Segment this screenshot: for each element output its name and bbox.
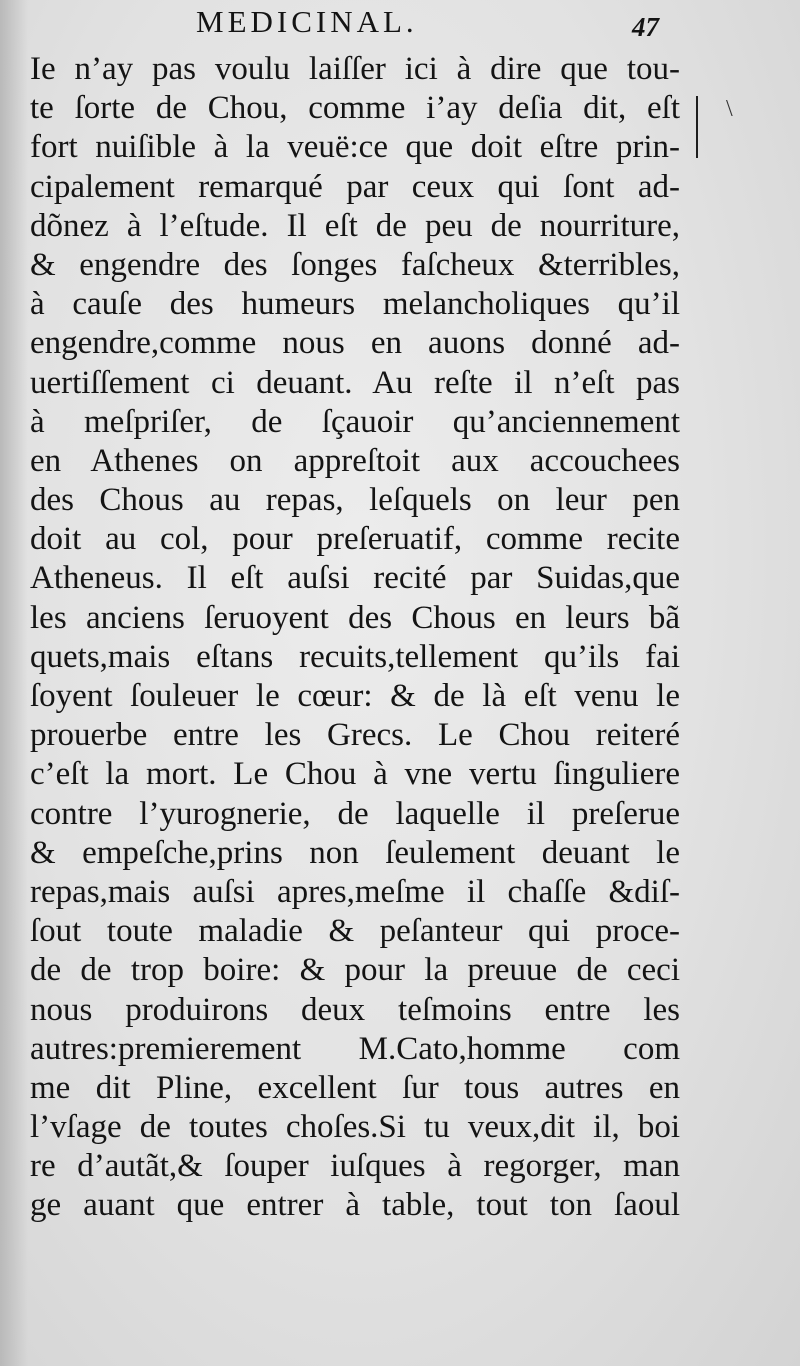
text-line: de de trop boire: & pour la preuue de ceci xyxy=(30,952,680,989)
text-line: cipalement remarqué par ceux qui ſont ad- xyxy=(30,168,680,205)
gutter-shadow xyxy=(0,0,28,1366)
text-line: à cauſe des humeurs melancholiques qu’il xyxy=(30,286,680,323)
text-line: quets,mais eſtans recuits,tellement qu’ils fai xyxy=(30,638,680,675)
text-line: re d’autãt,& ſouper iuſques à regorger, man xyxy=(30,1148,680,1185)
text-line: contre l’yurognerie, de laquelle il preſerue xyxy=(30,795,680,832)
page-number: 47 xyxy=(632,12,659,42)
text-line: te ſorte de Chou, comme i’ay deſia dit, eſt xyxy=(30,90,680,127)
body-text xyxy=(30,50,680,1226)
text-line: & empeſche,prins non ſeulement deuant le xyxy=(30,834,680,871)
text-line: des Chous au repas, leſquels on leur pen xyxy=(30,482,680,519)
text-line: fort nuiſible à la veuë:ce que doit eſtre prin- xyxy=(30,129,680,166)
text-line: repas,mais auſsi apres,meſme il chaſſe &diſ- xyxy=(30,873,680,910)
text-line: uertiſſement ci deuant. Au reſte il n’eſt pas xyxy=(30,364,680,401)
text-line: ge auant que entrer à table, tout ton ſaoul xyxy=(30,1187,680,1224)
text-line: ſoyent ſouleuer le cœur: & de là eſt venu le xyxy=(30,678,680,714)
text-line: autres:premierement M.Cato,homme com xyxy=(30,1030,680,1067)
margin-mark: \ xyxy=(726,96,733,122)
text-line: nous produirons deux teſmoins entre les xyxy=(30,991,680,1028)
text-line: prouerbe entre les Grecs. Le Chou reiteré xyxy=(30,717,680,754)
margin-bracket xyxy=(686,96,698,158)
text-line: l’vſage de toutes choſes.Si tu veux,dit il, boi xyxy=(30,1109,680,1146)
text-line: à meſpriſer, de ſçauoir qu’anciennement xyxy=(30,403,680,440)
text-line: ſout toute maladie & peſanteur qui proce- xyxy=(30,913,680,950)
running-head: MEDICINAL. xyxy=(196,4,418,39)
text-line: me dit Pline, excellent ſur tous autres en xyxy=(30,1069,680,1106)
text-line: engendre,comme nous en auons donné ad- xyxy=(30,325,680,362)
text-line: les anciens ſeruoyent des Chous en leurs bã xyxy=(30,599,680,636)
text-line: en Athenes on appreſtoit aux accouchees xyxy=(30,442,680,479)
text-line: & engendre des ſonges faſcheux &terribles, xyxy=(30,246,680,283)
page-header xyxy=(0,2,800,42)
text-line: Atheneus. Il eſt auſsi recité par Suidas,que xyxy=(30,560,680,597)
text-line: Ie n’ay pas voulu laiſſer ici à dire que tou- xyxy=(30,51,680,87)
text-line: doit au col, pour preſeruatif, comme recite xyxy=(30,521,680,558)
text-line: c’eſt la mort. Le Chou à vne vertu ſinguliere xyxy=(30,756,680,793)
text-line: dõnez à l’eſtude. Il eſt de peu de nourriture, xyxy=(30,207,680,244)
